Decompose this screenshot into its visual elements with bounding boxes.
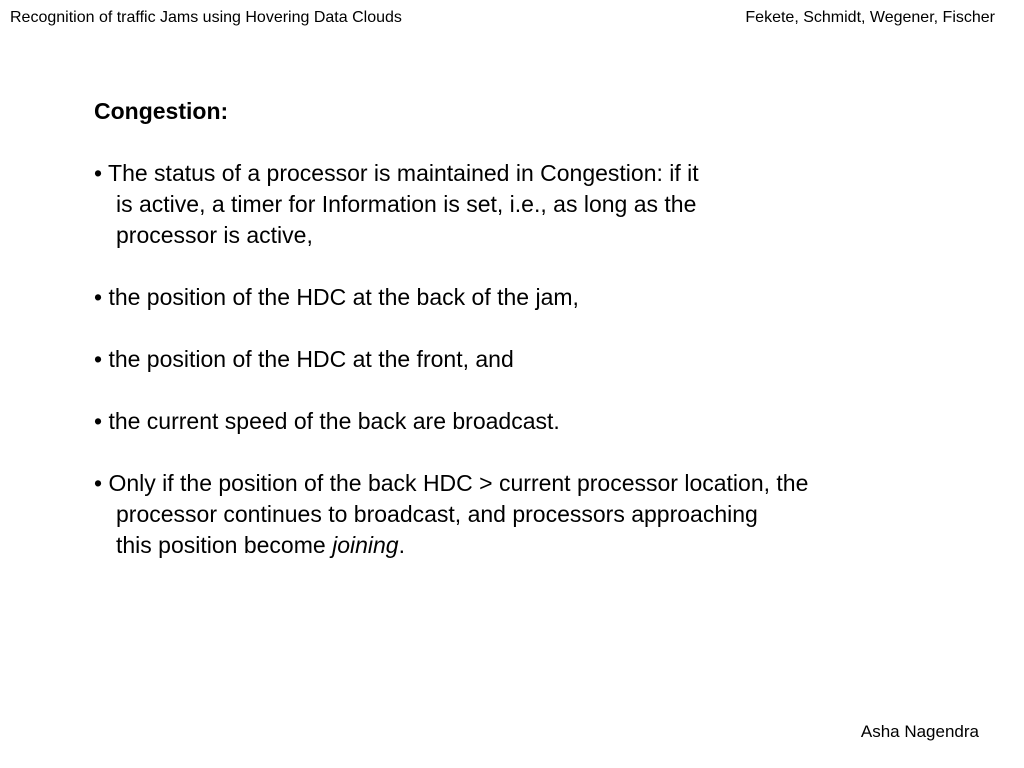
bullet-line: processor continues to broadcast, and processors approaching	[116, 501, 758, 527]
bullet-joining-condition	[94, 468, 974, 561]
bullet-line: • Only if the position of the back HDC > current processor location, the	[94, 470, 809, 496]
bullet-line: • the position of the HDC at the back of the jam,	[94, 284, 579, 310]
bullet-back-position	[94, 282, 974, 313]
joining-emphasis: joining	[332, 532, 399, 558]
bullet-front-position	[94, 344, 974, 375]
header-authors: Fekete, Schmidt, Wegener, Fischer	[745, 9, 995, 26]
slide-content	[94, 96, 974, 592]
footer-presenter: Asha Nagendra	[860, 722, 979, 741]
bullet-line-text: this position become	[116, 532, 333, 558]
slide-heading: Congestion:	[94, 98, 229, 124]
bullet-line-last	[94, 530, 974, 561]
bullet-line-tail: .	[398, 532, 405, 558]
bullet-line: processor is active,	[116, 222, 313, 248]
bullet-line: • the position of the HDC at the front, and	[94, 346, 514, 372]
header-title: Recognition of traffic Jams using Hovering Data Clouds	[10, 9, 402, 26]
bullet-current-speed	[94, 406, 974, 437]
bullet-processor-status	[94, 158, 974, 251]
bullet-line: • the current speed of the back are broadcast.	[94, 408, 560, 434]
bullet-line: is active, a timer for Information is set, i.e., as long as the	[116, 191, 697, 217]
bullet-line: • The status of a processor is maintained in Congestion: if it	[94, 160, 699, 186]
